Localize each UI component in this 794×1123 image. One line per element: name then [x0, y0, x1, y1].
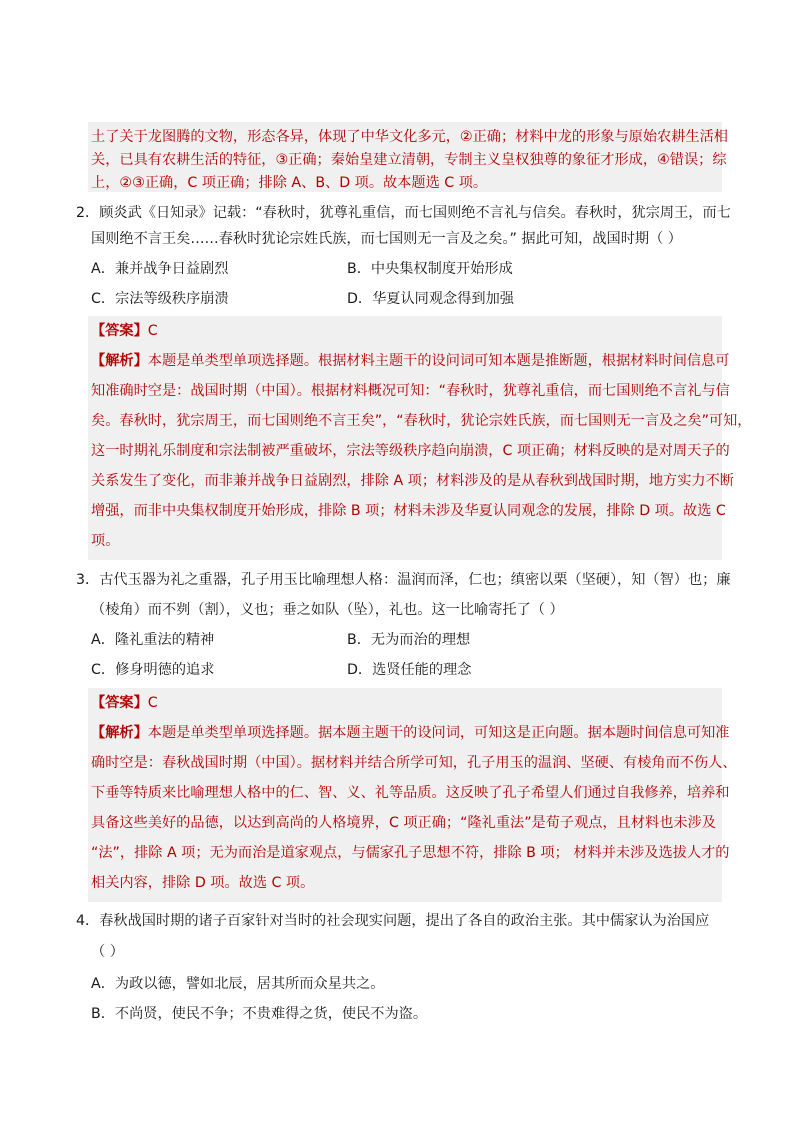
analysis-line: “法”，排除 A 项；无为而治是道家观点，与儒家孔子思想不符，排除 B 项； 材料并未涉及选拔人才的 [91, 845, 730, 861]
analysis-label: 【解析】 [91, 725, 148, 741]
analysis-label: 【解析】 [91, 353, 148, 369]
question-stem-line: 国则绝不言王矣……春秋时犹论宗姓氏族，而七国则无一言及之矣。” 据此可知，战国时期（ ） [91, 231, 682, 247]
analysis-text: 本题是单类型单项选择题。根据材料主题干的设问词可知本题是推断题，根据材料时间信息可 [147, 353, 730, 369]
answer-label: 【答案】 [91, 323, 148, 339]
intro-explanation-line: 土了关于龙图腾的文物，形态各异，体现了中华文化多元，②正确；材料中龙的形象与原始农耕生活相 [91, 129, 728, 145]
analysis-line: 具备这些美好的品德，以达到高尚的人格境界，C 项正确；“隆礼重法”是荀子观点，且材料也未涉及 [91, 815, 716, 831]
analysis-text: 本题是单类型单项选择题。据本题主题干的设问词，可知这是正向题。据本题时间信息可知准 [147, 725, 730, 741]
intro-explanation-line: 关，已具有农耕生活的特征，③正确；秦始皇建立清朝，专制主义皇权独尊的象征才形成，④错误；综 [91, 152, 727, 168]
analysis-line: 矣。春秋时，犹宗周王，而七国则绝不言王矣”，“春秋时，犹论宗姓氏族，而七国则无一言及之矣”可知， [91, 413, 752, 429]
analysis-line: 知准确时空是：战国时期（中国）。根据材料概况可知：“春秋时，犹尊礼重信，而七国则绝不言礼与信 [91, 383, 730, 399]
option-a: A．兼并战争日益剧烈 [91, 261, 229, 277]
question-stem-line: （棱角）而不刿（割），义也；垂之如队（坠），礼也。这一比喻寄托了（ ） [91, 602, 564, 618]
question-2 [76, 203, 731, 223]
analysis-line: 相关内容，排除 D 项。故选 C 项。 [91, 875, 315, 891]
analysis-line: 确时空是：春秋战国时期（中国）。据材料并结合所学可知，孔子用玉的温润、坚硬、有棱角而不伤人、 [91, 755, 737, 771]
analysis-line: 关系发生了变化，而非兼并战争日益剧烈，排除 A 项；材料涉及的是从春秋到战国时期，地方实力不断 [91, 473, 734, 489]
option-a: A．为政以德，譬如北辰，居其所而众星共之。 [91, 976, 385, 992]
question-4 [76, 911, 709, 931]
question-stem-line: 古代玉器为礼之重器，孔子用玉比喻理想人格：温润而泽，仁也；缜密以栗（坚硬），知（智）也；廉 [99, 572, 731, 588]
question-3 [76, 570, 731, 590]
option-b: B．中央集权制度开始形成 [347, 261, 513, 277]
analysis-line [91, 723, 729, 743]
analysis-line [91, 351, 729, 371]
analysis-line: 下垂等特质来比喻理想人格中的仁、智、义、礼等品质。这反映了孔子希望人们通过自我修养，培养和 [91, 785, 730, 801]
question-number: 3． [76, 572, 100, 588]
question-number: 4． [76, 913, 100, 929]
option-d: D．选贤任能的理念 [347, 662, 472, 678]
answer-value: C [147, 695, 158, 711]
question-stem-line: 春秋战国时期的诸子百家针对当时的社会现实问题，提出了各自的政治主张。其中儒家认为治国应 [99, 913, 710, 929]
option-a: A．隆礼重法的精神 [91, 632, 215, 648]
intro-explanation-line: 上，②③正确，C 项正确；排除 A、B、D 项。故本题选 C 项。 [91, 175, 488, 191]
answer-value: C [147, 323, 158, 339]
analysis-line: 项。 [91, 533, 120, 549]
question-stem-line: （ ） [91, 944, 124, 960]
option-c: C．宗法等级秩序崩溃 [91, 291, 229, 307]
analysis-line: 增强，而非中央集权制度开始形成，排除 B 项；材料未涉及华夏认同观念的发展，排除 D 项。故选 C [91, 503, 726, 519]
option-b: B．无为而治的理想 [347, 632, 471, 648]
answer-line [91, 693, 158, 713]
question-stem-line: 顾炎武《日知录》记载：“春秋时，犹尊礼重信，而七国则绝不言礼与信矣。春秋时，犹宗周王，而七 [99, 205, 731, 221]
question-number: 2． [76, 205, 100, 221]
answer-line [91, 321, 158, 341]
option-d: D．华夏认同观念得到加强 [347, 291, 514, 307]
option-c: C．修身明德的追求 [91, 662, 215, 678]
analysis-line: 这一时期礼乐制度和宗法制被严重破坏，宗法等级秩序趋向崩溃，C 项正确；材料反映的是对周天子的 [91, 443, 730, 459]
option-b: B．不尚贤，使民不争；不贵难得之货，使民不为盗。 [91, 1006, 428, 1022]
answer-label: 【答案】 [91, 695, 148, 711]
